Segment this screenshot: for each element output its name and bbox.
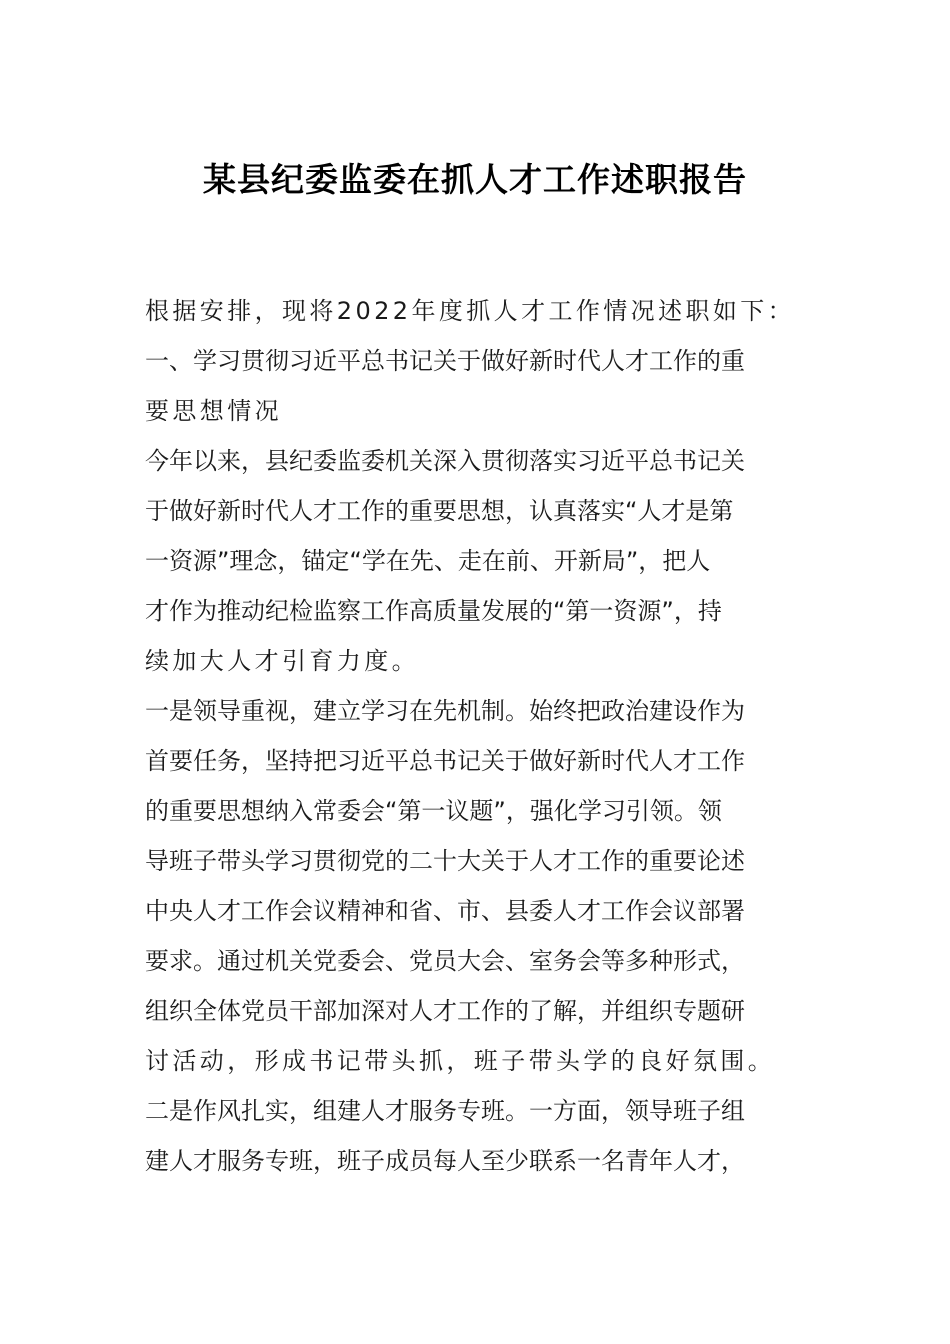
paragraph-line: 要思想情况 (145, 397, 282, 425)
paragraph-line: 根据安排，现将2022年度抓人才工作情况述职如下： (145, 297, 796, 325)
paragraph-line: 一是领导重视，建立学习在先机制。始终把政治建设作为 (145, 697, 745, 725)
paragraph-line: 一资源”理念，锚定“学在先、走在前、开新局”，把人 (145, 547, 711, 575)
paragraph-line: 首要任务，坚持把习近平总书记关于做好新时代人才工作 (145, 747, 745, 775)
paragraph-line: 才作为推动纪检监察工作高质量发展的“第一资源”，持 (145, 597, 722, 625)
document-title: 某县纪委监委在抓人才工作述职报告 (203, 160, 747, 199)
paragraph-line: 于做好新时代人才工作的重要思想，认真落实“人才是第 (145, 497, 734, 525)
paragraph-line: 中央人才工作会议精神和省、市、县委人才工作会议部署 (145, 897, 745, 925)
paragraph-line: 的重要思想纳入常委会“第一议题”，强化学习引领。领 (145, 797, 722, 825)
paragraph-line: 续加大人才引育力度。 (145, 647, 419, 675)
paragraph-line: 组织全体党员干部加深对人才工作的了解，并组织专题研 (145, 997, 745, 1025)
paragraph-line: 导班子带头学习贯彻党的二十大关于人才工作的重要论述 (145, 847, 745, 875)
document-body (145, 286, 807, 1186)
paragraph-line: 今年以来，县纪委监委机关深入贯彻落实习近平总书记关 (145, 447, 745, 475)
paragraph-line: 要求。通过机关党委会、党员大会、室务会等多种形式， (145, 947, 745, 975)
paragraph-line: 建人才服务专班，班子成员每人至少联系一名青年人才， (145, 1147, 745, 1175)
paragraph-line: 讨活动，形成书记带头抓，班子带头学的良好氛围。 (145, 1047, 776, 1075)
paragraph-line: 一、学习贯彻习近平总书记关于做好新时代人才工作的重 (145, 347, 745, 375)
paragraph-line: 二是作风扎实，组建人才服务专班。一方面，领导班子组 (145, 1097, 745, 1125)
